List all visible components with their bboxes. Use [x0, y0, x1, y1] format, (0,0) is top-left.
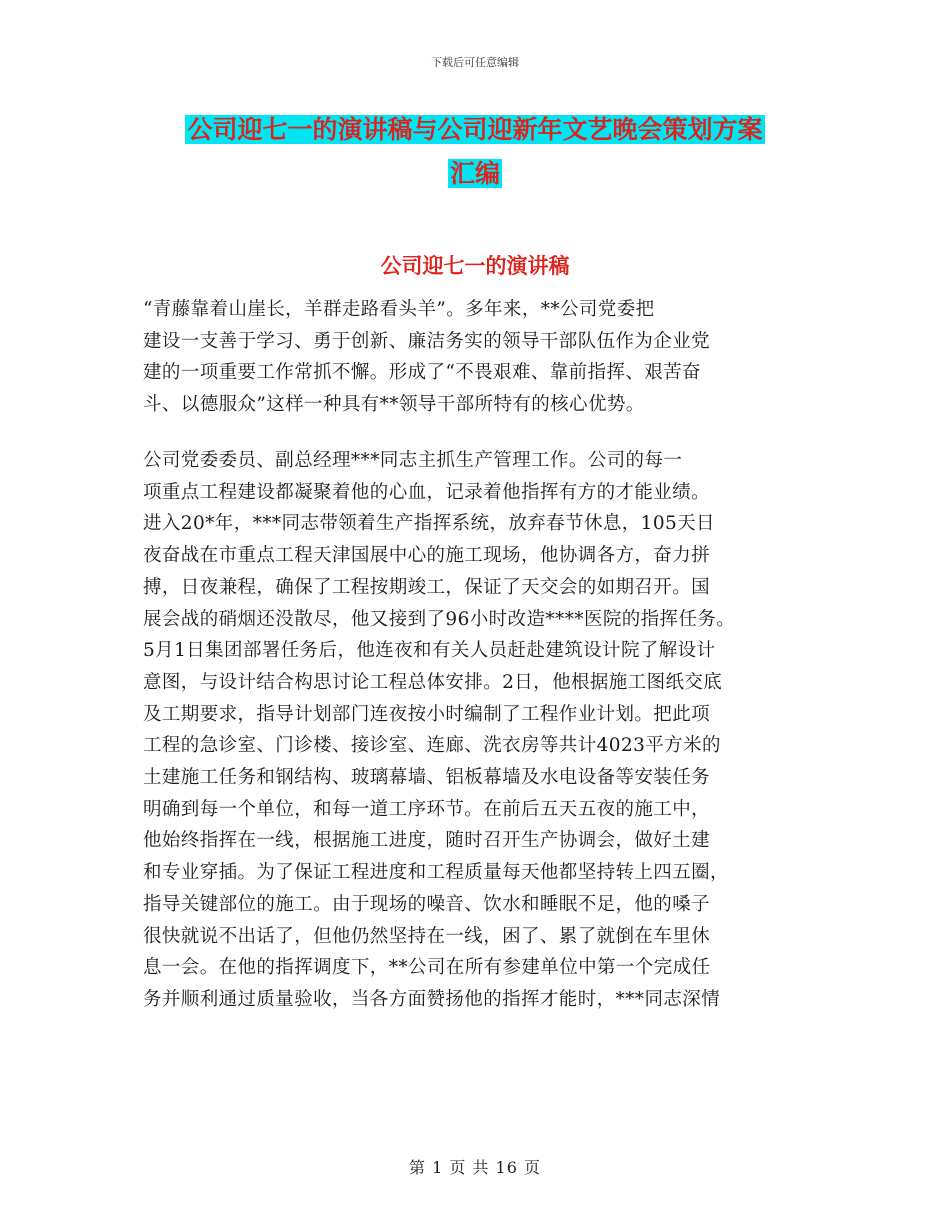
paragraph-line: 夜奋战在市重点工程天津国展中心的施工现场，他协调各方，奋力拼	[143, 545, 711, 567]
paragraph-line: 土建施工任务和钢结构、玻璃幕墙、铝板幕墙及水电设备等安装任务	[143, 767, 711, 789]
paragraph-1	[143, 294, 823, 421]
paragraph-line: 及工期要求，指导计划部门连夜按小时编制了工程作业计划。把此项	[143, 703, 711, 725]
paragraph-line: 息一会。在他的指挥调度下，**公司在所有参建单位中第一个完成任	[143, 957, 711, 979]
paragraph-line: 5月1日集团部署任务后，他连夜和有关人员赶赴建筑设计院了解设计	[143, 640, 716, 662]
document-title-line-1: 公司迎七一的演讲稿与公司迎新年文艺晚会策划方案	[187, 115, 763, 144]
paragraph-line: 斗、以德服众”这样一种具有**领导干部所特有的核心优势。	[143, 394, 645, 416]
paragraph-line: 务并顺利通过质量验收，当各方面赞扬他的指挥才能时，***同志深情	[143, 988, 721, 1010]
paragraph-line: 工程的急诊室、门诊楼、接诊室、连廊、洗衣房等共计4023平方米的	[143, 735, 721, 757]
paragraph-line: 进入20*年，***同志带领着生产指挥系统，放弃春节休息，105天日	[143, 513, 715, 535]
paragraph-line: 他始终指挥在一线，根据施工进度，随时召开生产协调会，做好土建	[143, 830, 711, 852]
paragraph-line: 指导关键部位的施工。由于现场的噪音、饮水和睡眠不足，他的嗓子	[143, 893, 711, 915]
paragraph-line: 公司党委委员、副总经理***同志主抓生产管理工作。公司的每一	[143, 450, 683, 471]
paragraph-line: 明确到每一个单位，和每一道工序环节。在前后五天五夜的施工中，	[143, 798, 711, 820]
paragraph-2	[143, 445, 823, 1016]
paragraph-line: 很快就说不出话了，但他仍然坚持在一线，困了、累了就倒在车里休	[143, 925, 711, 947]
paragraph-line: 意图，与设计结合构思讨论工程总体安排。2日，他根据施工图纸交底	[143, 671, 723, 693]
paragraph-line: 展会战的硝烟还没散尽，他又接到了96小时改造****医院的指挥任务。	[143, 608, 736, 630]
paragraph-line: 建设一支善于学习、勇于创新、廉洁务实的领导干部队伍作为企业党	[143, 330, 711, 352]
section-title: 公司迎七一的演讲稿	[380, 254, 570, 278]
page-footer: 第 1 页 共 16 页	[409, 1158, 541, 1177]
header-note: 下载后可任意编辑	[431, 56, 519, 69]
paragraph-line: 项重点工程建设都凝聚着他的心血，记录着他指挥有方的才能业绩。	[143, 481, 711, 503]
paragraph-line: 搏，日夜兼程，确保了工程按期竣工，保证了天交会的如期召开。国	[143, 576, 711, 598]
document-title-line-2: 汇编	[449, 159, 500, 188]
paragraph-line: 建的一项重要工作常抓不懈。形成了“不畏艰难、靠前指挥、艰苦奋	[143, 362, 701, 384]
paragraph-line: “青藤靠着山崖长，羊群走路看头羊”。多年来，**公司党委把	[143, 299, 655, 320]
paragraph-line: 和专业穿插。为了保证工程进度和工程质量每天他都坚持转上四五圈，	[143, 862, 729, 884]
